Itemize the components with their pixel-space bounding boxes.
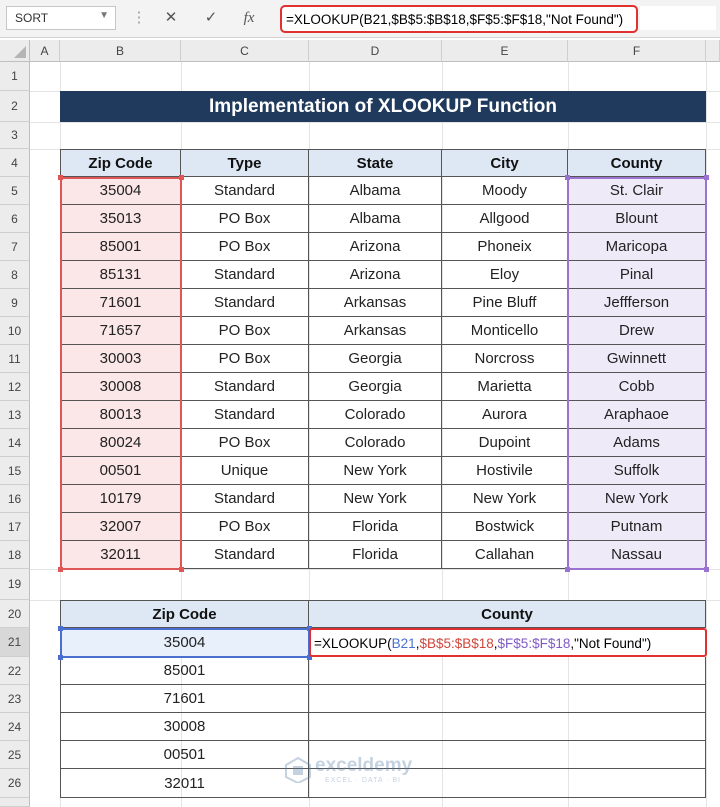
formula-part: ,"Not Found") <box>570 636 652 651</box>
gridline <box>30 122 720 123</box>
row-header[interactable]: 21 <box>0 628 30 657</box>
cell-type[interactable]: PO Box <box>181 317 309 345</box>
gridline <box>30 569 720 570</box>
cell-state[interactable]: Georgia <box>309 373 442 401</box>
formula-input-extension[interactable] <box>640 6 716 30</box>
county-formula-cell[interactable] <box>309 628 707 657</box>
exceldemy-logo-icon <box>285 757 311 783</box>
cell-county[interactable]: Maricopa <box>568 233 706 261</box>
cell-county[interactable]: Araphaoe <box>568 401 706 429</box>
cell-county[interactable]: Drew <box>568 317 706 345</box>
formula-input[interactable]: =XLOOKUP(B21,$B$5:$B$18,$F$5:$F$18,"Not Found") <box>280 5 638 33</box>
range-handle[interactable] <box>704 175 709 180</box>
row-header[interactable]: 26 <box>0 769 30 798</box>
cell-state[interactable]: Georgia <box>309 345 442 373</box>
cell-city[interactable]: Marietta <box>442 373 568 401</box>
row-header[interactable]: 25 <box>0 741 30 769</box>
select-all-corner[interactable] <box>0 40 30 62</box>
cell-zip[interactable]: 71657 <box>60 317 181 345</box>
cell-zip[interactable]: 35013 <box>60 205 181 233</box>
range-handle[interactable] <box>58 655 63 660</box>
row-header[interactable] <box>0 798 30 807</box>
formula-ref-zip-range: $B$5:$B$18 <box>419 636 494 651</box>
cell-type[interactable]: Standard <box>181 261 309 289</box>
row-header[interactable]: 23 <box>0 685 30 713</box>
range-handle[interactable] <box>179 175 184 180</box>
name-box[interactable] <box>6 6 116 30</box>
row-header[interactable]: 20 <box>0 600 30 628</box>
cancel-icon[interactable]: ✕ <box>164 9 178 26</box>
range-handle[interactable] <box>58 175 63 180</box>
select-all-icon <box>0 40 30 62</box>
formula-part: =XLOOKUP( <box>314 636 392 651</box>
lookup-zip-cell[interactable]: 71601 <box>60 685 309 713</box>
cell-county[interactable]: New York <box>568 485 706 513</box>
cell-city[interactable]: Eloy <box>442 261 568 289</box>
cell-county[interactable]: Nassau <box>568 541 706 569</box>
cell-city[interactable]: Monticello <box>442 317 568 345</box>
column-header-g[interactable] <box>706 40 720 62</box>
cell-city[interactable]: Pine Bluff <box>442 289 568 317</box>
cell-state[interactable]: Arkansas <box>309 289 442 317</box>
cell-state[interactable]: Colorado <box>309 401 442 429</box>
cell-zip[interactable]: 32011 <box>60 541 181 569</box>
formula-ref-b21: B21 <box>391 636 416 651</box>
cell-city[interactable]: Norcross <box>442 345 568 373</box>
cell-county[interactable]: Putnam <box>568 513 706 541</box>
cell-zip[interactable]: 80024 <box>60 429 181 457</box>
cell-county[interactable]: Cobb <box>568 373 706 401</box>
header-county: County <box>568 149 706 177</box>
cell-city[interactable]: Dupoint <box>442 429 568 457</box>
cell-city[interactable]: New York <box>442 485 568 513</box>
cell-zip[interactable]: 71601 <box>60 289 181 317</box>
gridline <box>706 62 707 807</box>
cell-state[interactable]: Arizona <box>309 233 442 261</box>
cell-county[interactable]: Pinal <box>568 261 706 289</box>
insert-function-icon[interactable]: fx <box>243 10 255 26</box>
row-header[interactable]: 16 <box>0 485 30 513</box>
range-handle[interactable] <box>58 567 63 572</box>
row-header[interactable]: 7 <box>0 233 30 261</box>
range-handle[interactable] <box>565 567 570 572</box>
cell-zip[interactable]: 85131 <box>60 261 181 289</box>
row-header[interactable]: 1 <box>0 62 30 91</box>
cell-zip[interactable]: 30008 <box>60 373 181 401</box>
row-header[interactable]: 5 <box>0 177 30 205</box>
row-header[interactable]: 14 <box>0 429 30 457</box>
cell-zip[interactable]: 00501 <box>60 457 181 485</box>
cell-type[interactable]: Standard <box>181 177 309 205</box>
cell-type[interactable]: Standard <box>181 289 309 317</box>
row-header[interactable]: 19 <box>0 569 30 600</box>
cell-state[interactable]: Florida <box>309 541 442 569</box>
range-handle[interactable] <box>179 567 184 572</box>
column-header-a[interactable]: A <box>30 40 60 62</box>
range-handle[interactable] <box>565 175 570 180</box>
cell-state[interactable]: New York <box>309 485 442 513</box>
cell-zip[interactable]: 30003 <box>60 345 181 373</box>
exceldemy-watermark <box>285 755 445 785</box>
cell-city[interactable]: Hostivile <box>442 457 568 485</box>
cell-state[interactable]: Albama <box>309 205 442 233</box>
page-title: Implementation of XLOOKUP Function <box>60 91 706 122</box>
chevron-down-icon[interactable]: ▼ <box>99 10 109 21</box>
cell-zip[interactable]: 85001 <box>60 233 181 261</box>
cell-state[interactable]: Albama <box>309 177 442 205</box>
row-header[interactable]: 22 <box>0 657 30 685</box>
formula-buttons <box>124 6 274 30</box>
cell-zip[interactable]: 32007 <box>60 513 181 541</box>
cell-type[interactable]: PO Box <box>181 233 309 261</box>
lookup-county-cell[interactable] <box>309 713 706 741</box>
column-header-b[interactable]: B <box>60 40 181 62</box>
header-zip: Zip Code <box>60 149 181 177</box>
row-header[interactable]: 2 <box>0 91 30 122</box>
column-header-e[interactable]: E <box>442 40 568 62</box>
cell-zip[interactable]: 35004 <box>60 177 181 205</box>
row-header[interactable]: 24 <box>0 713 30 741</box>
row-header[interactable]: 10 <box>0 317 30 345</box>
column-header-c[interactable]: C <box>181 40 309 62</box>
cell-county[interactable]: Adams <box>568 429 706 457</box>
row-header[interactable]: 18 <box>0 541 30 569</box>
cell-type[interactable]: Standard <box>181 485 309 513</box>
cell-county[interactable]: St. Clair <box>568 177 706 205</box>
cell-state[interactable]: New York <box>309 457 442 485</box>
cell-state[interactable]: Arizona <box>309 261 442 289</box>
cell-type[interactable]: Standard <box>181 401 309 429</box>
row-header[interactable]: 4 <box>0 149 30 177</box>
cell-city[interactable]: Phoneix <box>442 233 568 261</box>
range-handle[interactable] <box>704 567 709 572</box>
formula-part: , <box>493 636 498 651</box>
watermark-tagline: EXCEL · DATA · BI <box>325 777 401 784</box>
lookup-county-cell[interactable] <box>309 657 706 685</box>
header-state: State <box>309 149 442 177</box>
cell-city[interactable]: Bostwick <box>442 513 568 541</box>
cell-type[interactable]: PO Box <box>181 345 309 373</box>
cell-county[interactable]: Gwinnett <box>568 345 706 373</box>
cell-state[interactable]: Arkansas <box>309 317 442 345</box>
cell-state[interactable]: Colorado <box>309 429 442 457</box>
column-header-f[interactable]: F <box>568 40 706 62</box>
row-header[interactable]: 17 <box>0 513 30 541</box>
cell-type[interactable]: Unique <box>181 457 309 485</box>
formula-bar <box>0 0 720 38</box>
name-box-value: SORT <box>15 11 49 25</box>
enter-icon[interactable]: ✓ <box>204 9 218 26</box>
cell-county[interactable]: Suffolk <box>568 457 706 485</box>
cell-zip[interactable]: 10179 <box>60 485 181 513</box>
lookup-zip-cell[interactable]: 00501 <box>60 741 309 769</box>
cell-state[interactable]: Florida <box>309 513 442 541</box>
lookup-zip-cell[interactable]: 35004 <box>60 628 309 657</box>
cell-type[interactable]: PO Box <box>181 429 309 457</box>
lookup-header-zip: Zip Code <box>60 600 309 628</box>
range-handle[interactable] <box>58 626 63 631</box>
row-header[interactable]: 15 <box>0 457 30 485</box>
more-options-icon: ⋮ <box>131 9 147 26</box>
row-header[interactable]: 13 <box>0 401 30 429</box>
cell-type[interactable]: Standard <box>181 541 309 569</box>
cell-city[interactable]: Moody <box>442 177 568 205</box>
lookup-zip-cell[interactable]: 30008 <box>60 713 309 741</box>
cell-city[interactable]: Callahan <box>442 541 568 569</box>
row-header[interactable]: 6 <box>0 205 30 233</box>
lookup-header-county: County <box>309 600 706 628</box>
formula-part: , <box>415 636 420 651</box>
cell-county[interactable]: Jeffferson <box>568 289 706 317</box>
cell-city[interactable]: Aurora <box>442 401 568 429</box>
lookup-zip-cell[interactable]: 85001 <box>60 657 309 685</box>
cell-type[interactable]: Standard <box>181 373 309 401</box>
lookup-county-cell[interactable] <box>309 685 706 713</box>
row-header[interactable]: 11 <box>0 345 30 373</box>
cell-type[interactable]: PO Box <box>181 205 309 233</box>
row-header[interactable]: 9 <box>0 289 30 317</box>
header-city: City <box>442 149 568 177</box>
column-header-d[interactable]: D <box>309 40 442 62</box>
row-header[interactable]: 3 <box>0 122 30 149</box>
cell-zip[interactable]: 80013 <box>60 401 181 429</box>
formula-ref-county-range: $F$5:$F$18 <box>497 636 571 651</box>
lookup-zip-cell[interactable]: 32011 <box>60 769 309 798</box>
row-header[interactable]: 8 <box>0 261 30 289</box>
header-type: Type <box>181 149 309 177</box>
row-header[interactable]: 12 <box>0 373 30 401</box>
cell-county[interactable]: Blount <box>568 205 706 233</box>
cell-type[interactable]: PO Box <box>181 513 309 541</box>
cell-city[interactable]: Allgood <box>442 205 568 233</box>
watermark-name: exceldemy <box>315 755 413 776</box>
